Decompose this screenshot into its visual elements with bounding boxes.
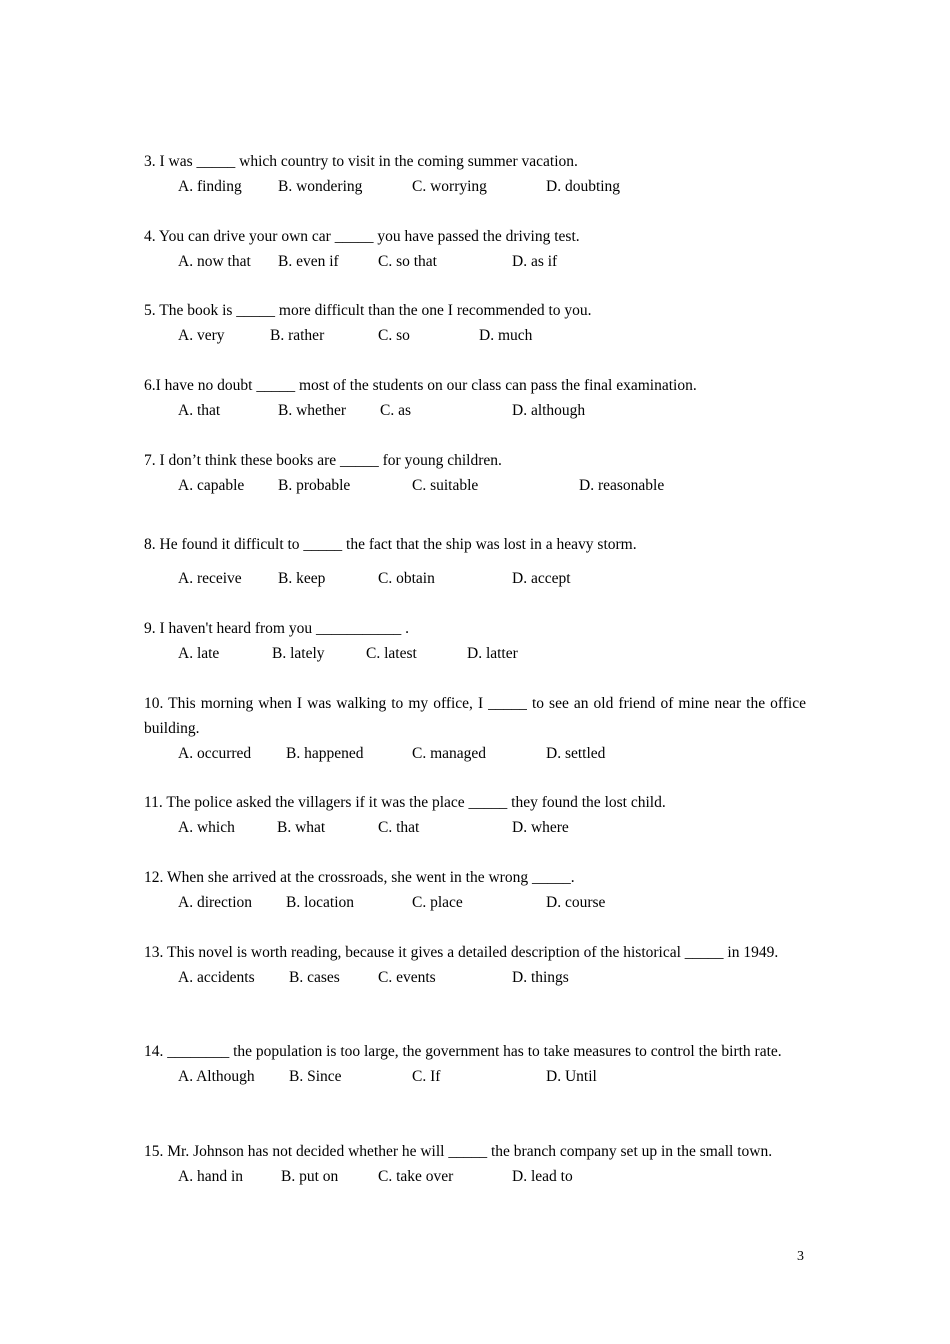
question-stem: 10. This morning when I was walking to my office, I _____ to see an old friend of mine near the office building.	[144, 695, 806, 737]
option-a: A. late	[178, 645, 220, 662]
option-c: C. as	[380, 402, 411, 419]
option-d: D. Until	[546, 1068, 597, 1085]
option-row	[144, 323, 806, 348]
option-a: A. hand in	[178, 1168, 244, 1185]
option-a: A. occurred	[178, 745, 252, 762]
option-d: D. things	[512, 969, 569, 986]
question-stem: 8. He found it difficult to _____ the fact that the ship was lost in a heavy storm.	[144, 536, 637, 553]
option-row	[144, 965, 806, 990]
option-b: B. even if	[278, 253, 339, 270]
option-c: C. suitable	[412, 477, 479, 494]
option-a: A. Although	[178, 1068, 255, 1085]
option-row	[144, 890, 806, 915]
option-d: D. latter	[467, 645, 518, 662]
option-b: B. lately	[272, 645, 325, 662]
question-stem: 6.I have no doubt _____ most of the students on our class can pass the final examination.	[144, 377, 697, 394]
option-row	[144, 1064, 806, 1089]
question-stem: 5. The book is _____ more difficult than the one I recommended to you.	[144, 302, 592, 319]
question-3	[144, 149, 806, 199]
option-c: C. so that	[378, 253, 437, 270]
question-9	[144, 616, 806, 666]
option-c: C. obtain	[378, 570, 435, 587]
option-b: B. rather	[270, 327, 325, 344]
option-a: A. that	[178, 402, 221, 419]
question-stem: 3. I was _____ which country to visit in the coming summer vacation.	[144, 153, 578, 170]
option-d: D. reasonable	[579, 477, 665, 494]
option-d: D. although	[512, 402, 586, 419]
option-row	[144, 398, 806, 423]
question-stem: 11. The police asked the villagers if it was the place _____ they found the lost child.	[144, 794, 666, 811]
question-6	[144, 373, 806, 423]
option-c: C. place	[412, 894, 463, 911]
option-d: D. course	[546, 894, 606, 911]
option-d: D. settled	[546, 745, 606, 762]
question-stem: 15. Mr. Johnson has not decided whether he will _____ the branch company set up in the small town.	[144, 1143, 773, 1160]
option-row	[144, 174, 806, 199]
option-c: C. that	[378, 819, 420, 836]
option-c: C. If	[412, 1068, 441, 1085]
question-4	[144, 224, 806, 274]
option-row	[144, 566, 806, 591]
option-a: A. capable	[178, 477, 245, 494]
question-15	[144, 1139, 806, 1189]
option-a: A. finding	[178, 178, 242, 195]
question-8	[144, 532, 806, 591]
option-d: D. lead to	[512, 1168, 573, 1185]
option-d: D. as if	[512, 253, 558, 270]
question-10	[144, 691, 806, 766]
option-c: C. worrying	[412, 178, 487, 195]
option-row	[144, 641, 806, 666]
page-number: 3	[797, 1249, 804, 1264]
option-b: B. put on	[281, 1168, 339, 1185]
option-c: C. managed	[412, 745, 487, 762]
question-14	[144, 1039, 806, 1089]
option-a: A. now that	[178, 253, 251, 270]
question-stem: 12. When she arrived at the crossroads, she went in the wrong _____.	[144, 869, 575, 886]
option-d: D. doubting	[546, 178, 621, 195]
option-row	[144, 815, 806, 840]
option-d: D. where	[512, 819, 569, 836]
option-c: C. so	[378, 327, 410, 344]
option-c: C. take over	[378, 1168, 454, 1185]
option-a: A. receive	[178, 570, 242, 587]
option-b: B. whether	[278, 402, 347, 419]
question-stem: 4. You can drive your own car _____ you have passed the driving test.	[144, 228, 580, 245]
option-b: B. probable	[278, 477, 351, 494]
question-stem: 9. I haven't heard from you ___________ .	[144, 620, 409, 637]
question-7	[144, 448, 806, 498]
option-b: B. wondering	[278, 178, 363, 195]
option-b: B. location	[286, 894, 355, 911]
option-a: A. accidents	[178, 969, 255, 986]
question-11	[144, 790, 806, 840]
question-13	[144, 940, 806, 990]
question-5	[144, 298, 806, 348]
question-stem: 13. This novel is worth reading, because it gives a detailed description of the historical _____ in 1949.	[144, 944, 779, 961]
option-c: C. events	[378, 969, 436, 986]
option-b: B. Since	[289, 1068, 342, 1085]
option-row	[144, 1164, 806, 1189]
option-b: B. what	[277, 819, 326, 836]
option-d: D. much	[479, 327, 533, 344]
option-a: A. very	[178, 327, 225, 344]
option-a: A. which	[178, 819, 235, 836]
option-b: B. happened	[286, 745, 364, 762]
option-row	[144, 473, 806, 498]
option-b: B. cases	[289, 969, 340, 986]
question-stem: 7. I don’t think these books are _____ for young children.	[144, 452, 502, 469]
option-c: C. latest	[366, 645, 417, 662]
option-row	[144, 249, 806, 274]
question-12	[144, 865, 806, 915]
option-a: A. direction	[178, 894, 253, 911]
option-row	[144, 741, 806, 766]
question-stem: 14. ________ the population is too large, the government has to take measures to control the birth rate.	[144, 1043, 782, 1060]
option-b: B. keep	[278, 570, 326, 587]
option-d: D. accept	[512, 570, 571, 587]
